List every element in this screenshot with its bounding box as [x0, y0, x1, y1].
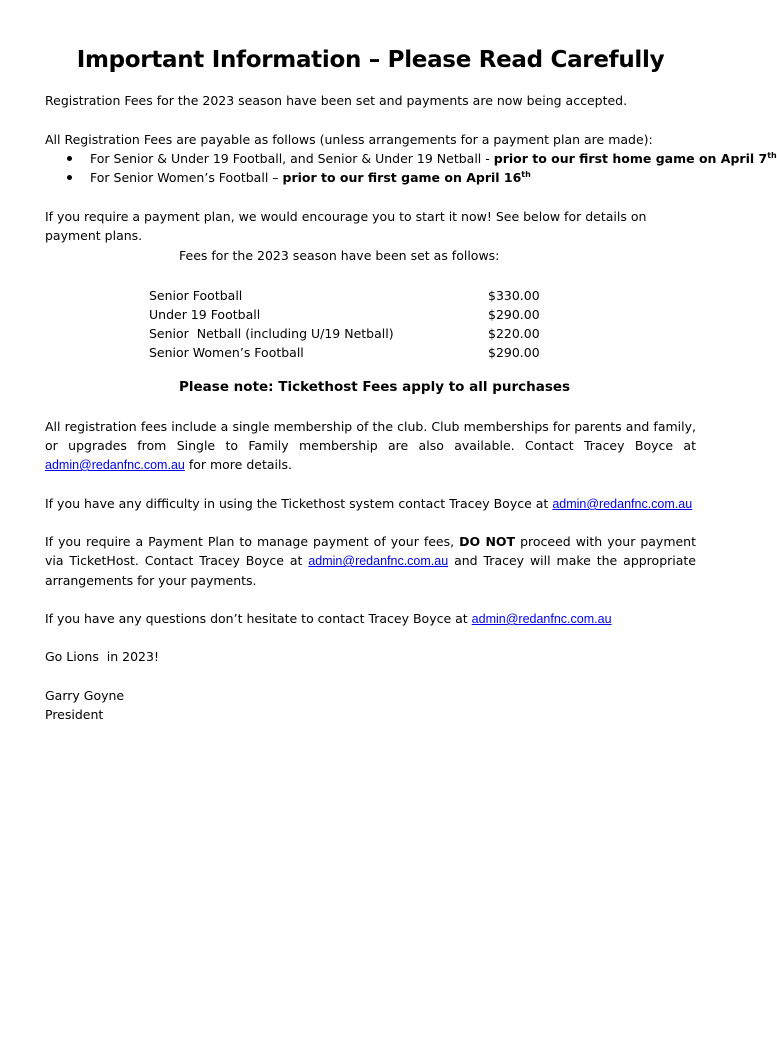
fee-row [149, 343, 539, 362]
fees-table [149, 286, 539, 362]
questions-text: If you have any questions don’t hesitate to contact Tracey Boyce at [45, 611, 472, 626]
membership-text: All registration fees include a single membership of the club. Club memberships for parents and family, or upgrades from Single to Family membership are also available. Contact Tracey Boyce at [45, 419, 696, 453]
membership-text-end: for more details. [184, 457, 292, 472]
fee-row [149, 324, 539, 343]
fee-name: Senior Football [149, 288, 243, 303]
fee-amount: $220.00 [488, 326, 540, 341]
fee-name: Under 19 Football [149, 307, 261, 322]
fee-amount: $290.00 [488, 345, 540, 360]
bullet-ordinal: th [521, 170, 531, 179]
payment-plan-paragraph: If you require a payment plan, we would encourage you to start it now! See below for details on payment plans. [45, 209, 647, 243]
payment-plan-instructions [45, 532, 696, 590]
email-link[interactable]: admin@redanfnc.com.au [552, 497, 693, 511]
bullet-text: For Senior & Under 19 Football, and Senior & Under 19 Netball - [90, 151, 494, 166]
plan-text: If you require a Payment Plan to manage payment of your fees, [45, 534, 460, 549]
fees-intro: Fees for the 2023 season have been set as follows: [179, 248, 500, 263]
plan-text-middle: proceed with your payment via TicketHost. Contact Tracey Boyce at [45, 534, 697, 568]
list-item [45, 168, 696, 187]
bullet-text: For Senior Women’s Football – [90, 170, 283, 185]
email-link[interactable]: admin@redanfnc.com.au [308, 554, 449, 568]
fee-amount: $330.00 [488, 288, 540, 303]
bullet-ordinal: th [767, 151, 777, 160]
payment-deadline-list [45, 149, 777, 187]
email-link[interactable]: admin@redanfnc.com.au [45, 458, 185, 472]
signature-name: Garry Goyne [45, 688, 125, 703]
bullet-icon [67, 156, 72, 161]
bullet-deadline: prior to our first game on April 16 [282, 170, 522, 185]
tickethost-fees-note: Please note: Tickethost Fees apply to all purchases [179, 379, 571, 395]
fee-name: Senior Netball (including U/19 Netball) [149, 326, 394, 341]
difficulty-paragraph [45, 494, 696, 514]
page-title: Important Information – Please Read Carefully [76, 47, 665, 73]
difficulty-text: If you have any difficulty in using the Tickethost system contact Tracey Boyce at [45, 496, 553, 511]
fee-row [149, 305, 539, 324]
fee-amount: $290.00 [488, 307, 540, 322]
plan-text-end: and Tracey will make the appropriate arrangements for your payments. [45, 553, 696, 588]
bullet-deadline: prior to our first home game on April 7 [493, 151, 768, 166]
fee-row [149, 286, 539, 305]
bullet-icon [67, 175, 72, 180]
intro-paragraph: Registration Fees for the 2023 season have been set and payments are now being accepted. [45, 93, 628, 108]
do-not-emphasis: DO NOT [459, 534, 516, 549]
fee-name: Senior Women’s Football [149, 345, 304, 360]
membership-paragraph [45, 417, 696, 475]
payable-paragraph: All Registration Fees are payable as follows (unless arrangements for a payment plan are made): [45, 132, 653, 147]
signature-role: President [45, 707, 104, 722]
questions-paragraph [45, 609, 696, 629]
list-item [45, 149, 777, 168]
email-link[interactable]: admin@redanfnc.com.au [471, 612, 612, 626]
closing-line: Go Lions in 2023! [45, 649, 159, 664]
